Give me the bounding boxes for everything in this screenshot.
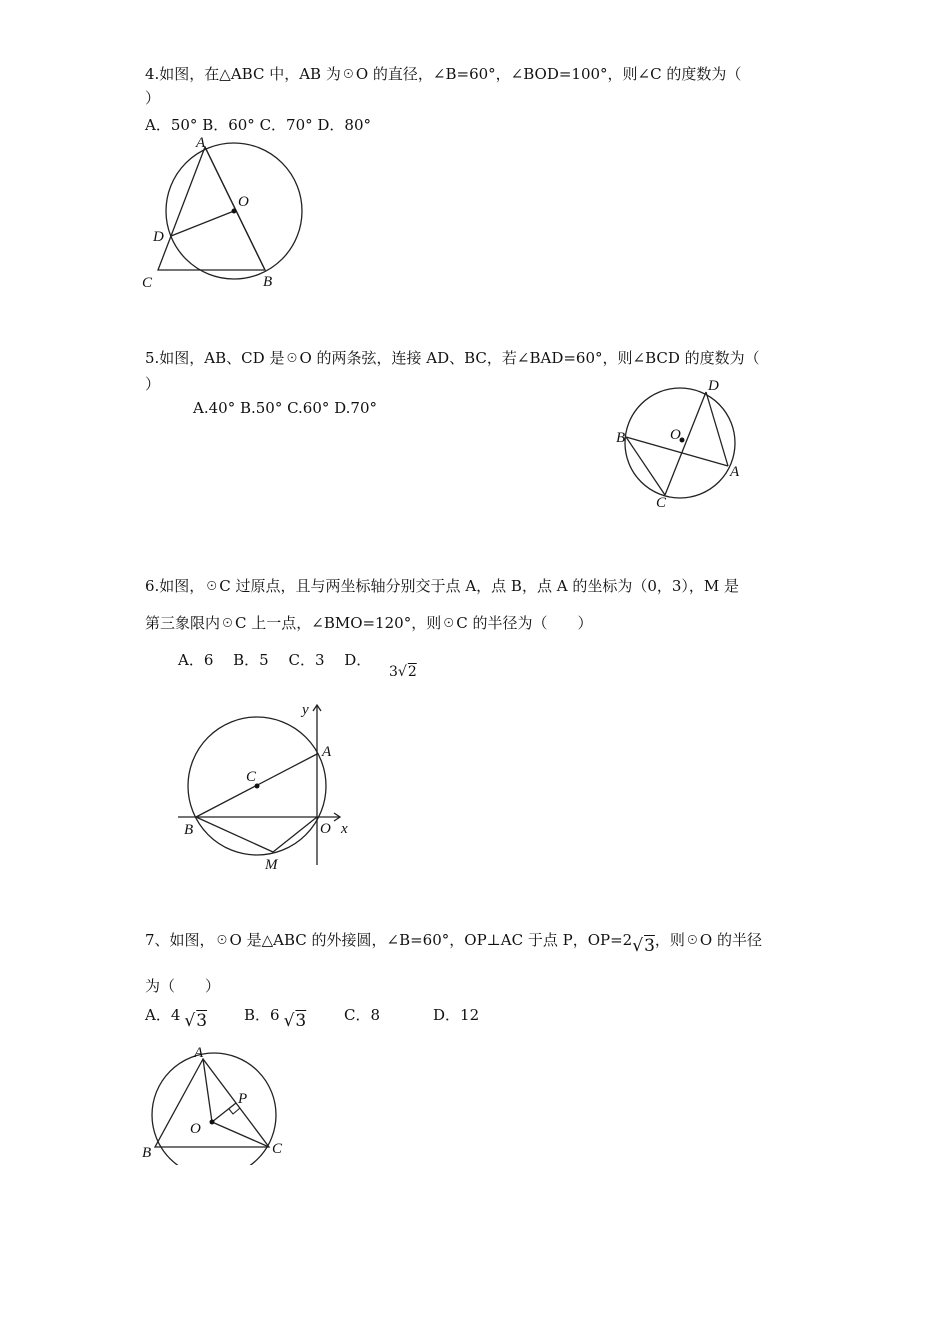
q5-label-b: B [616, 430, 626, 446]
q4-triangle [158, 147, 265, 270]
q5-label-o: O [670, 427, 681, 443]
q6-sqrt-sign: √2 [397, 664, 417, 680]
q5-stem-end: ） [145, 375, 161, 393]
q7-option-a-sqrt: √3 [184, 1011, 208, 1031]
q4-label-d: D [153, 229, 164, 245]
q7-option-a-text: A．4 [145, 1006, 181, 1024]
q4-label-b: B [263, 274, 273, 290]
q4-label-o: O [238, 194, 249, 210]
q4-options: A．50° B．60° C．70° D．80° [145, 116, 372, 134]
q4-stem-end: ） [145, 89, 161, 107]
q6-label-x: x [341, 821, 348, 837]
q6-label-c: C [246, 769, 257, 785]
q5-chord-cd [665, 392, 706, 495]
q4-segment-od [171, 211, 234, 236]
q7-line2: 为（ ） [145, 977, 221, 995]
q7-center-dot [210, 1120, 215, 1125]
q6-label-o: O [320, 821, 331, 837]
q5-figure [610, 375, 745, 510]
q7-option-b-rad: 3 [295, 1011, 307, 1031]
q6-label-m: M [265, 857, 278, 873]
q5-circle [625, 388, 735, 498]
q7-option-a-rad: 3 [196, 1011, 208, 1031]
q7-stem-rad: 3 [644, 936, 655, 956]
q6-option-d-coef: 3 [389, 664, 398, 680]
q4-center-dot [232, 209, 237, 214]
q7-label-o: O [190, 1121, 201, 1137]
q7-option-a [145, 1005, 208, 1031]
q7-label-a: A [194, 1045, 204, 1061]
q5-label-d: D [708, 378, 719, 394]
q7-label-p: P [238, 1091, 248, 1107]
q7-stem-part2: ，则☉O 的半径 [654, 931, 762, 949]
q7-label-b: B [142, 1145, 152, 1161]
q7-figure [140, 1040, 300, 1165]
q6-line2: 第三象限内☉C 上一点，∠BMO=120°，则☉C 的半径为（ ） [145, 614, 593, 632]
q4-label-c: C [142, 275, 153, 291]
q7-option-c: C．8 [344, 1006, 381, 1024]
q7-segment-oc [212, 1122, 269, 1147]
q7-circle [152, 1053, 276, 1165]
q5-stem: 5.如图，AB、CD 是☉O 的两条弦，连接 AD、BC，若∠BAD=60°，则∠BCD 的度数为（ [145, 349, 760, 367]
q6-label-a: A [322, 744, 332, 760]
q7-stem [145, 930, 762, 956]
q4-label-a: A [196, 135, 206, 151]
q6-line1: 6.如图，☉C 过原点，且与两坐标轴分别交于点 A，点 B，点 A 的坐标为（0，3），M 是 [145, 577, 740, 595]
q7-stem-sqrt: √3 [632, 936, 655, 956]
q6-options: A．6 B．5 C．3 D． [178, 651, 372, 669]
q7-label-c: C [272, 1141, 283, 1157]
q7-option-b-text: B．6 [244, 1006, 280, 1024]
q4-stem: 4.如图，在△ABC 中，AB 为☉O 的直径，∠B=60°，∠BOD=100°，则∠C 的度数为（ [145, 65, 742, 83]
q6-label-y: y [302, 702, 309, 718]
q6-option-d-rad: 2 [407, 664, 417, 680]
q6-option-d-value [389, 662, 417, 682]
q5-label-a: A [730, 464, 740, 480]
q4-figure [135, 130, 315, 295]
q6-segment-mo [273, 817, 317, 852]
q7-option-b-sqrt: √3 [283, 1011, 307, 1031]
q7-option-d: D．12 [433, 1006, 480, 1024]
q7-right-angle-mark [229, 1108, 240, 1114]
q7-triangle [155, 1059, 269, 1147]
q6-figure [170, 695, 370, 875]
q4-diameter [205, 147, 265, 270]
q5-options: A.40° B.50° C.60° D.70° [193, 399, 378, 417]
q6-label-b: B [184, 822, 194, 838]
q7-stem-part1: 7、如图，☉O 是△ABC 的外接圆，∠B=60°，OP⊥AC 于点 P，OP=2 [145, 931, 633, 949]
q5-label-c: C [656, 495, 667, 510]
q7-option-b [244, 1005, 307, 1031]
